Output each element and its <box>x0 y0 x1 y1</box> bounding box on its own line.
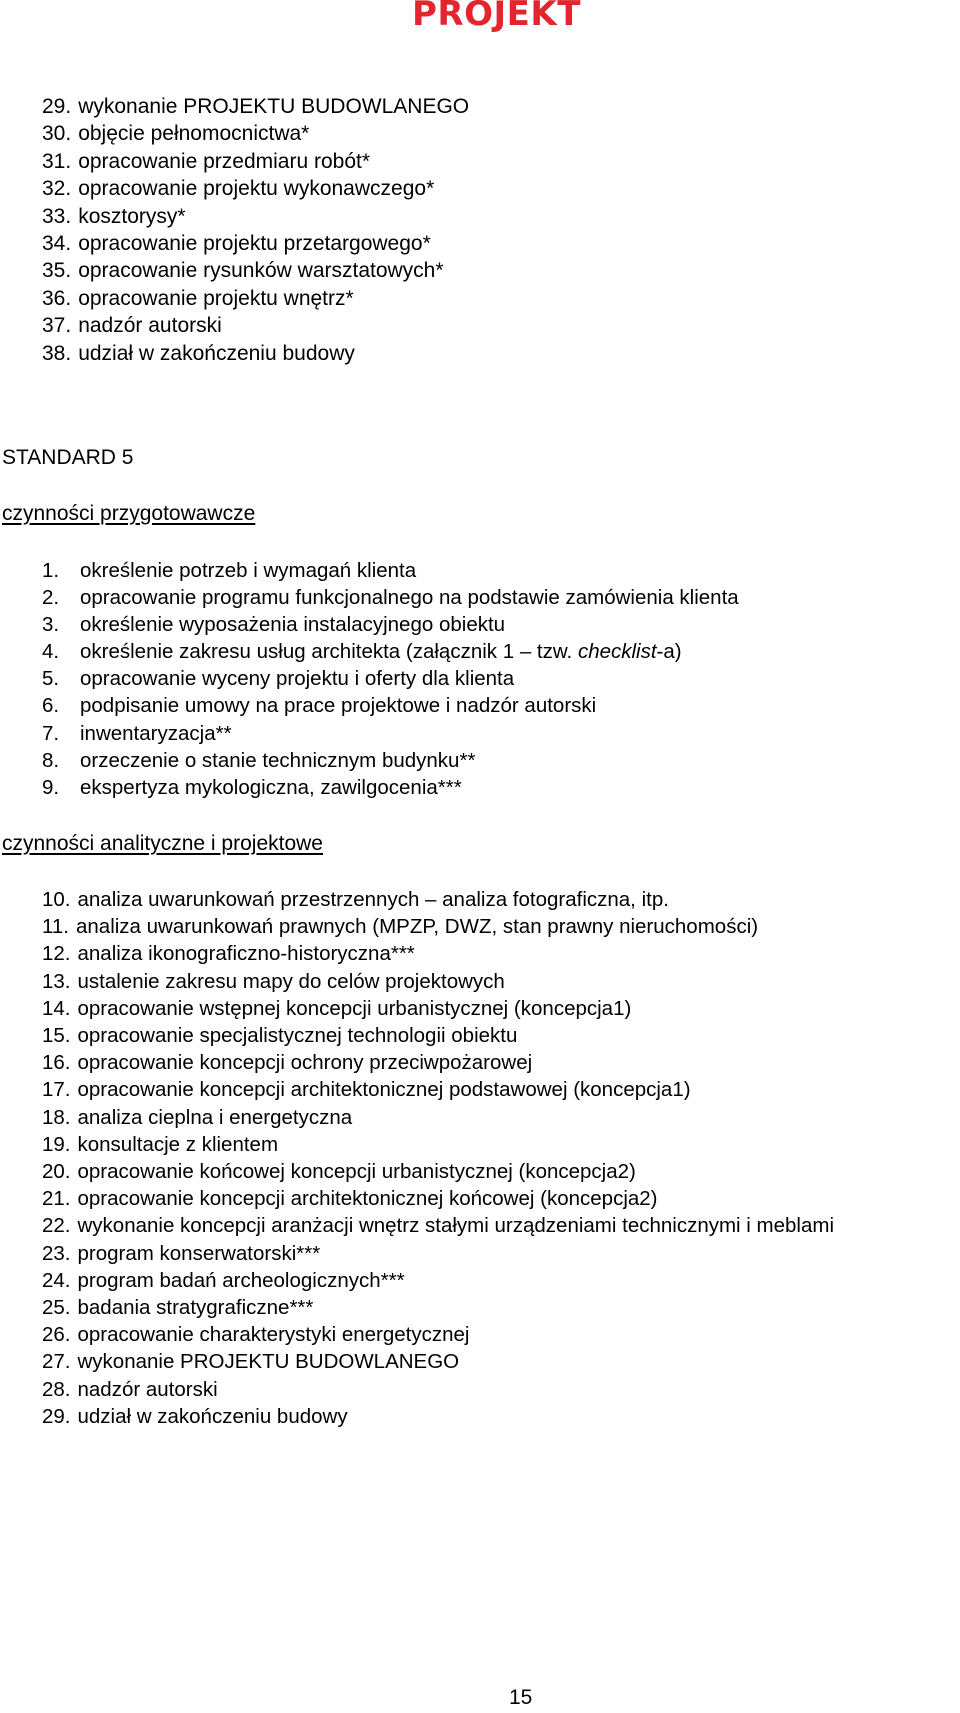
list-item <box>42 1076 834 1103</box>
list-item-number: 1. <box>42 559 60 582</box>
list-item-text: wykonanie koncepcji aranżacji wnętrz stałymi urządzeniami technicznymi i meblami <box>77 1214 835 1238</box>
list-item-text: opracowanie koncepcji architektonicznej podstawowej (koncepcja1) <box>77 1078 691 1102</box>
list-item-text: analiza uwarunkowań prawnych (MPZP, DWZ, stan prawny nieruchomości) <box>75 915 759 939</box>
list-item-text: opracowanie przedmiaru robót* <box>78 149 371 173</box>
list-item-number: 24. <box>42 1268 71 1292</box>
continued-task-list <box>42 93 469 367</box>
list-item-number: 35. <box>42 259 72 283</box>
list-item-number: 21. <box>42 1187 71 1211</box>
list-item-text: badania stratygraficzne*** <box>77 1296 314 1320</box>
analytical-heading: czynności analityczne i projektowe <box>2 832 323 855</box>
list-item <box>42 93 469 120</box>
list-item <box>42 1240 834 1267</box>
list-item <box>42 913 834 940</box>
list-item <box>42 120 469 147</box>
list-item-text: ustalenie zakresu mapy do celów projektowych <box>77 969 505 993</box>
list-item <box>42 285 469 312</box>
list-item-number: 19. <box>42 1132 71 1156</box>
list-item <box>42 1104 834 1131</box>
list-item-number: 26. <box>42 1323 71 1347</box>
list-item-text: opracowanie charakterystyki energetycznej <box>77 1323 470 1347</box>
list-item-number: 16. <box>42 1051 71 1075</box>
list-item-number: 4. <box>42 640 60 664</box>
list-item <box>42 611 739 638</box>
list-item-text: udział w zakończeniu budowy <box>78 341 355 365</box>
list-item-number: 38. <box>42 341 72 365</box>
list-item-text: konsultacje z klientem <box>77 1132 279 1156</box>
list-item <box>42 720 739 747</box>
list-item <box>42 1022 834 1049</box>
list-item-text-italic: checklist <box>577 640 657 664</box>
list-item-text <box>80 638 682 665</box>
list-item-text: opracowanie specjalistycznej technologii obiektu <box>77 1024 518 1048</box>
list-item-text: określenie potrzeb i wymagań klienta <box>80 559 417 582</box>
list-item-number: 8. <box>42 748 60 772</box>
list-item-number: 27. <box>42 1350 71 1374</box>
list-item-text: nadzór autorski <box>77 1377 218 1401</box>
list-item <box>42 557 739 584</box>
page-header-title: PROJEKT <box>412 0 581 34</box>
list-item-text: opracowanie projektu wnętrz* <box>78 286 354 310</box>
list-item-number: 29. <box>42 95 72 118</box>
page-number: 15 <box>509 1686 533 1709</box>
list-item-number: 15. <box>42 1024 71 1048</box>
list-item <box>42 665 739 692</box>
list-item <box>42 1321 834 1348</box>
list-item-text: wykonanie PROJEKTU BUDOWLANEGO <box>78 95 470 118</box>
list-item <box>42 774 739 801</box>
list-item-text: analiza uwarunkowań przestrzennych – analiza fotograficzna, itp. <box>77 888 669 911</box>
list-item <box>42 175 469 202</box>
list-item-text: program badań archeologicznych*** <box>77 1268 405 1292</box>
list-item-number: 12. <box>42 942 71 966</box>
list-item-number: 33. <box>42 204 72 228</box>
list-item <box>42 638 739 665</box>
list-item-text: opracowanie rysunków warsztatowych* <box>78 259 444 283</box>
list-item-number: 32. <box>42 177 72 201</box>
section-title: STANDARD 5 <box>2 446 134 469</box>
list-item-number: 37. <box>42 314 72 338</box>
list-item-number: 20. <box>42 1160 71 1184</box>
list-item <box>42 257 469 284</box>
list-item-number: 3. <box>42 613 60 637</box>
list-item <box>42 1294 834 1321</box>
list-item <box>42 1403 834 1430</box>
list-item-text: nadzór autorski <box>78 314 222 338</box>
list-item-text: opracowanie projektu przetargowego* <box>78 232 431 256</box>
list-item-text: orzeczenie o stanie technicznym budynku** <box>80 748 476 772</box>
list-item-number: 22. <box>42 1214 71 1238</box>
list-item <box>42 148 469 175</box>
list-item-text: analiza cieplna i energetyczna <box>77 1105 353 1129</box>
list-item-text: opracowanie programu funkcjonalnego na podstawie zamówienia klienta <box>80 586 739 610</box>
list-item <box>42 1376 834 1403</box>
list-item-number: 34. <box>42 232 72 256</box>
list-item-number: 6. <box>42 694 60 718</box>
list-item-text: opracowanie koncepcji architektonicznej końcowej (koncepcja2) <box>77 1187 658 1211</box>
list-item <box>42 995 834 1022</box>
list-item-number: 18. <box>42 1105 71 1129</box>
list-item-number: 25. <box>42 1296 71 1320</box>
list-item <box>42 584 739 611</box>
list-item-text: opracowanie wstępnej koncepcji urbanistycznej (koncepcja1) <box>77 996 632 1020</box>
list-item-number: 31. <box>42 149 72 173</box>
list-item-number: 5. <box>42 667 60 691</box>
list-item <box>42 886 834 913</box>
list-item <box>42 230 469 257</box>
list-item-number: 2. <box>42 586 60 610</box>
list-item-number: 28. <box>42 1377 71 1401</box>
list-item-number: 36. <box>42 286 72 310</box>
list-item-number: 10. <box>42 888 71 911</box>
list-item <box>42 203 469 230</box>
list-item-text: udział w zakończeniu budowy <box>77 1404 348 1428</box>
list-item <box>42 1348 834 1375</box>
list-item-number: 17. <box>42 1078 71 1102</box>
list-item-text: opracowanie wyceny projektu i oferty dla klienta <box>80 667 515 691</box>
list-item-text: opracowanie końcowej koncepcji urbanistycznej (koncepcja2) <box>77 1160 636 1184</box>
analytical-task-list <box>42 886 834 1430</box>
list-item-number: 9. <box>42 775 60 799</box>
list-item-text: program konserwatorski*** <box>77 1241 321 1265</box>
list-item-text-before: określenie zakresu usług architekta (załącznik 1 – tzw. <box>80 640 578 664</box>
list-item <box>42 940 834 967</box>
list-item <box>42 1185 834 1212</box>
list-item-text: analiza ikonograficzno-historyczna*** <box>77 942 415 966</box>
list-item-text: opracowanie koncepcji ochrony przeciwpożarowej <box>77 1051 533 1075</box>
list-item-number: 11. <box>42 915 69 939</box>
list-item-text: kosztorysy* <box>78 204 186 228</box>
list-item <box>42 1049 834 1076</box>
list-item <box>42 1212 834 1239</box>
preparatory-task-list <box>42 557 739 801</box>
list-item-text-after: -a) <box>656 640 682 664</box>
list-item <box>42 1267 834 1294</box>
list-item-number: 23. <box>42 1241 71 1265</box>
list-item-number: 7. <box>42 721 60 745</box>
list-item <box>42 1158 834 1185</box>
list-item-number: 13. <box>42 969 71 993</box>
list-item-text: ekspertyza mykologiczna, zawilgocenia*** <box>80 775 462 799</box>
list-item <box>42 340 469 367</box>
list-item-text: objęcie pełnomocnictwa* <box>78 122 310 146</box>
list-item-number: 29. <box>42 1404 71 1428</box>
list-item <box>42 747 739 774</box>
list-item-text: opracowanie projektu wykonawczego* <box>78 177 435 201</box>
list-item-text: wykonanie PROJEKTU BUDOWLANEGO <box>77 1350 460 1374</box>
list-item <box>42 312 469 339</box>
list-item <box>42 968 834 995</box>
list-item-text: określenie wyposażenia instalacyjnego obiektu <box>80 613 506 637</box>
preparatory-heading: czynności przygotowawcze <box>2 502 256 525</box>
list-item-number: 14. <box>42 996 71 1020</box>
list-item-text: inwentaryzacja** <box>80 721 232 745</box>
list-item-text: podpisanie umowy na prace projektowe i nadzór autorski <box>80 694 597 718</box>
list-item <box>42 1131 834 1158</box>
list-item <box>42 692 739 719</box>
list-item-number: 30. <box>42 122 72 146</box>
